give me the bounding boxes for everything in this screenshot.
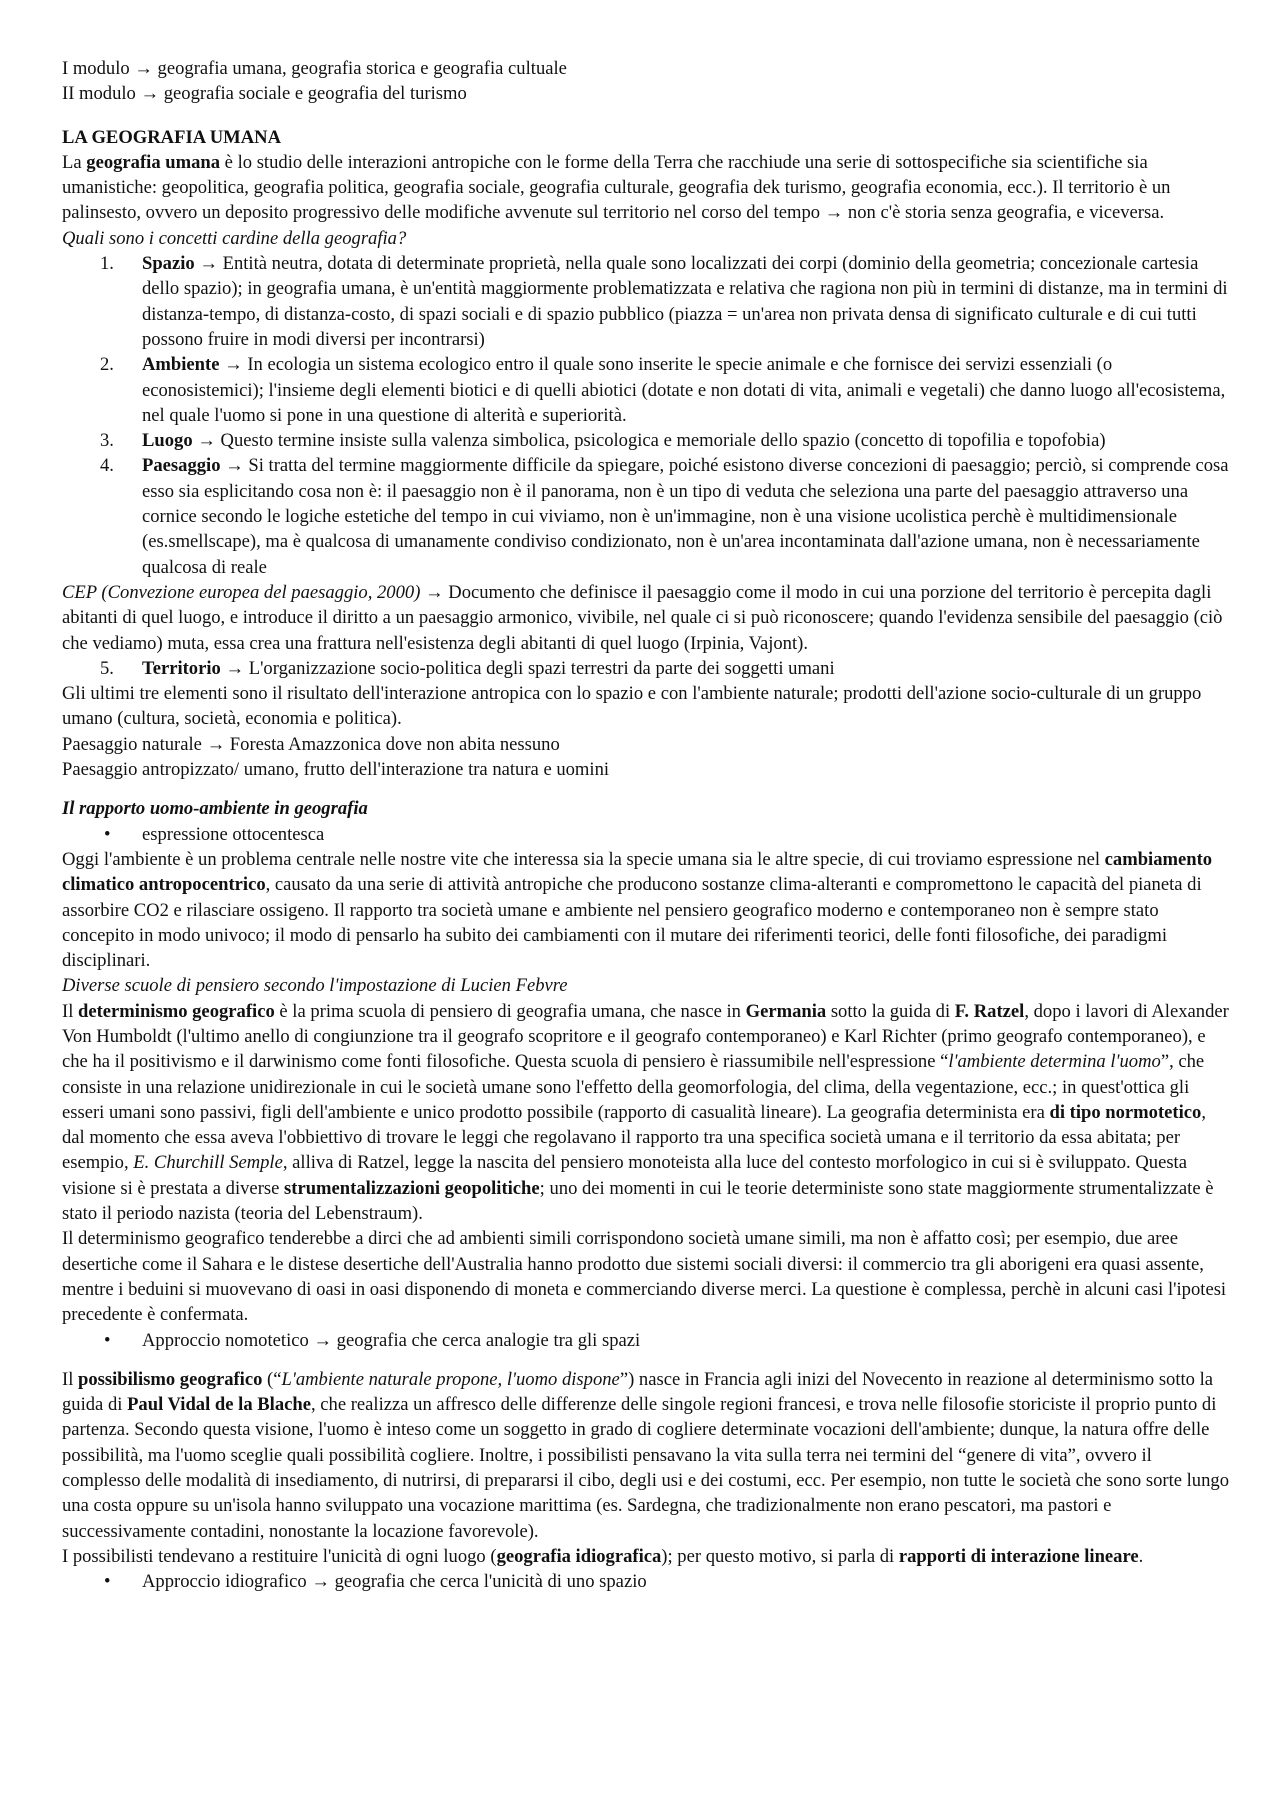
italic-term: CEP (Convezione europea del paesaggio, 2000)	[62, 581, 421, 603]
text-run: → In ecologia un sistema ecologico entro il quale sono inserite le specie animale e che fornisce dei servizi essenziali (o econosistemici); l'insieme degli elementi biotici e di quelli abiotici (dotate e non dotati di vita, animali e vegetali) che danno luogo all'ecosistema, nel quale l'uomo si pone in una questione di alterità e superiorità.	[142, 354, 1226, 426]
list-number: 2.	[100, 354, 114, 376]
bullet-list	[62, 1328, 1230, 1353]
text-run: , che realizza un affresco delle differenze delle singole regioni francesi, e trova nelle filosofie storiciste il proprio punto di partenza. Secondo questa visione, l'uomo è inteso come un soggetto in grado di cogliere determinate vocazioni dell'ambiente; dunque, la natura offre delle possibilità, ma l'uomo sceglie quali possibilità cogliere. Inoltre, i possibilisti pensavano la vita sulla terra nei termini del “genere di vita”, ovvero il complesso delle modalità di insediamento, di nutrirsi, di prepararsi il cibo, degli usi e dei costumi, ecc. Per esempio, non tutte le società che sono sorte lungo una costa oppure su un'isola hanno sviluppato una vocazione marittima (es. Sardegna, che tradizionalmente non erano pescatori, ma pastori e successivamente contadini, nonostante la locazione favorevole).	[62, 1394, 1229, 1542]
concepts-list	[62, 251, 1230, 580]
bold-term: determinismo geografico	[78, 1000, 275, 1022]
bold-term: Territorio	[142, 657, 221, 679]
bold-term: Germania	[745, 1000, 827, 1022]
list-number: 5.	[100, 657, 114, 679]
bullet-icon: •	[104, 1329, 111, 1351]
list-item	[62, 453, 1230, 579]
text-run: ”, che consiste in una relazione unidirezionale in cui le società umane sono l'effetto della geomorfologia, del clima, della vegentazione, ecc.; in quest'ottica gli esseri umani sono passivi, figli dell'ambiente e unico prodotto possibile (rapporto di casualità lineare). La geografia determinista era	[62, 1051, 1205, 1123]
text-run: ); per questo motivo, si parla di	[661, 1545, 899, 1567]
text-run: , dopo i lavori di Alexander Von Humboldt (l'ultimo anello di congiunzione tra il geografo scopritore e il geografo contemporaneo) e Karl Richter (primo geografo contemporaneo), e che ha il positivismo e il darwinismo come fonti filosofiche. Questa scuola di pensiero è riassumibile nell'espressione “	[62, 1000, 1229, 1073]
paragraph-last-three: Gli ultimi tre elementi sono il risultato dell'interazione antropica con lo spazio e con l'ambiente naturale; prodotti dell'azione socio-culturale di un gruppo umano (cultura, società, economia e politica).	[62, 683, 1202, 730]
bold-term: Spazio	[142, 253, 195, 275]
paragraph-cep	[62, 580, 1230, 656]
text-run: I possibilisti tendevano a restituire l'unicità di ogni luogo (	[62, 1545, 497, 1567]
bold-term: geografia umana	[86, 151, 221, 173]
bold-term: strumentalizzazioni geopolitiche	[284, 1177, 540, 1199]
text-run: → Entità neutra, dotata di determinate proprietà, nella quale sono localizzati dei corpi (dominio della geometria; concezionale cartesia dello spazio); in geografia umana, è un'entità maggiormente problematizzata e relativa che ragiona non più in termini di distanze, ma in termini di distanza-tempo, di distanza-costo, di spazi sociali e di spazio pubblico (piazza = un'area non privata densa di significato culturale e di cui tutti possono fruire in modi diversi per incontrarsi)	[142, 253, 1228, 350]
intro-line-2: II modulo → geografia sociale e geografia del turismo	[62, 83, 467, 105]
intro-line-1: I modulo → geografia umana, geografia storica e geografia cultuale	[62, 58, 567, 79]
text-run: Approccio idiografico → geografia che cerca l'unicità di uno spazio	[142, 1571, 647, 1593]
section-heading-geografia-umana: LA GEOGRAFIA UMANA	[62, 126, 282, 148]
bold-term: possibilismo geografico	[78, 1368, 263, 1390]
bold-term: geografia idiografica	[496, 1545, 662, 1567]
text-run: Il	[62, 1000, 79, 1022]
text-run: La	[62, 151, 87, 173]
bullet-icon: •	[104, 823, 111, 845]
bullet-list	[62, 822, 1230, 847]
bullet-icon: •	[104, 1571, 111, 1593]
text-run: ”) nasce in Francia agli inizi del Novecento in reazione al determinismo sotto la guida di	[62, 1368, 1214, 1416]
text-run: (“	[262, 1368, 282, 1390]
bold-term: rapporti di interazione lineare	[898, 1545, 1139, 1567]
text-run: Approccio nomotetico → geografia che cerca analogie tra gli spazi	[142, 1329, 641, 1351]
subheading-schools: Diverse scuole di pensiero secondo l'impostazione di Lucien Febvre	[62, 975, 568, 997]
text-run: espressione ottocentesca	[142, 823, 325, 845]
list-item	[62, 822, 1230, 847]
text-run: Il	[62, 1368, 79, 1390]
paragraph-determinismo-2: Il determinismo geografico tenderebbe a dirci che ad ambienti simili corrispondono società umane simili, ma non è affatto così; per esempio, due aree desertiche come il Sahara e le distese desertiche dell'Australia hanno prodotto due sistemi sociali diversi: il commercio tra gli aborigeni era quasi assente, mentre i beduini si muovevano di oasi in oasi disponendo di moneta e commerciando diverse merci. La questione è complessa, perchè in alcuni casi l'ipotesi precedente è confermata.	[62, 1228, 1227, 1326]
paragraph-definition	[62, 150, 1230, 226]
list-item	[62, 428, 1230, 453]
list-number: 4.	[100, 455, 114, 477]
text-run: , alliva di Ratzel, legge la nascita del pensiero monoteista alla luce del contesto morfologico in cui si è sviluppato. Questa visione si è prestata a diverse	[62, 1152, 1187, 1199]
italic-term: L'ambiente naturale propone, l'uomo dispone	[281, 1368, 620, 1390]
bold-term: Paul Vidal de la Blache	[127, 1394, 311, 1416]
bold-term: Luogo	[142, 430, 193, 452]
italic-term: l'ambiente determina l'uomo	[948, 1051, 1161, 1073]
text-run: → Questo termine insiste sulla valenza simbolica, psicologica e memoriale dello spazio (concetto di topofilia e topofobia)	[192, 430, 1106, 452]
spacer	[62, 107, 1230, 125]
spacer	[62, 1353, 1230, 1367]
text-run: → Documento che definisce il paesaggio come il modo in cui una porzione del territorio è percepita dagli abitanti di quel luogo, e introduce il diritto a un paesaggio armonico, vivibile, nel quale ci si può riconoscere; quando l'evidenza sensibile del paesaggio (ciò che vediamo) muta, essa crea una frattura nell'esistenza degli abitanti di quel luogo (Irpinia, Vajont).	[62, 581, 1223, 654]
text-run: → Si tratta del termine maggiormente difficile da spiegare, poiché esistono diverse concezioni di paesaggio; perciò, si comprende cosa esso sia esplicitando cosa non è: il paesaggio non è il panorama, non è un tipo di veduta che seleziona una parte del paesaggio attraverso una cornice secondo le logiche estetiche del tempo in cui viviamo, non è un'immagine, non è una visione ucolistica perchè è multidimensionale (es.smellscape), ma è qualcosa di umanamente condiviso condizionato, non è un'area incontaminata dall'azione umana, non è necessariamente qualcosa di reale	[142, 455, 1229, 578]
list-item	[62, 1328, 1230, 1353]
paragraph-environment	[62, 847, 1230, 973]
spacer	[62, 782, 1230, 796]
concepts-list-continued	[62, 656, 1230, 681]
text-run: .	[1138, 1545, 1144, 1567]
paragraph-anthropized-landscape: Paesaggio antropizzato/ umano, frutto dell'interazione tra natura e uomini	[62, 759, 610, 781]
bold-term: di tipo normotetico	[1049, 1101, 1202, 1123]
text-run: ; uno dei momenti in cui le teorie deterministe sono state maggiormente strumentalizzate è stato il periodo nazista (teoria del Lebenstraum).	[62, 1177, 1214, 1225]
section-heading-rapporto: Il rapporto uomo-ambiente in geografia	[62, 798, 368, 820]
paragraph-determinismo	[62, 999, 1230, 1227]
paragraph-natural-landscape: Paesaggio naturale → Foresta Amazzonica dove non abita nessuno	[62, 733, 560, 755]
text-run: → L'organizzazione socio-politica degli spazi terrestri da parte dei soggetti umani	[220, 657, 835, 679]
text-run: Oggi l'ambiente è un problema centrale nelle nostre vite che interessa sia la specie umana sia le altre specie, di cui troviamo espressione nel	[62, 848, 1105, 870]
bold-term: F. Ratzel	[954, 1000, 1025, 1022]
text-run: , dal momento che essa aveva l'obbiettivo di trovare le leggi che regolavano il rapporto tra una specifica società umana e il territorio da essa abitata; per esempio,	[62, 1101, 1206, 1174]
text-run: è la prima scuola di pensiero di geografia umana, che nasce in	[274, 1000, 746, 1022]
bold-term: cambiamento climatico antropocentrico	[62, 848, 1213, 896]
list-item	[62, 1569, 1230, 1594]
text-run: sotto la guida di	[826, 1000, 955, 1022]
bullet-list	[62, 1569, 1230, 1594]
list-number: 1.	[100, 253, 114, 275]
text-run: , causato da una serie di attività antropiche che producono sostanze clima-alteranti e compromettono le capacità del pianeta di assorbire CO2 e rilasciare ossigeno. Il rapporto tra società umane e ambiente nel pensiero geografico moderno e contemporaneo non è sempre stato concepito in modo univoco; il modo di pensarlo ha subito dei cambiamenti con il mutare dei riferimenti teorici, delle fonti filosofiche, dei paradigmi disciplinari.	[62, 874, 1202, 972]
list-item	[62, 656, 1230, 681]
list-number: 3.	[100, 430, 114, 452]
list-item	[62, 352, 1230, 428]
text-run: è lo studio delle interazioni antropiche con le forme della Terra che racchiude una serie di sottospecifiche sia scientifiche sia umanistiche: geopolitica, geografia politica, geografia sociale, geografia culturale, geografia dek turismo, geografia economia, ecc.). Il territorio è un palinsesto, ovvero un deposito progressivo delle modifiche avvenute sul territorio nel corso del tempo → non c'è storia senza geografia, e viceversa.	[62, 151, 1171, 224]
list-item	[62, 251, 1230, 352]
question-line: Quali sono i concetti cardine della geografia?	[62, 227, 407, 249]
bold-term: Paesaggio	[142, 455, 221, 477]
italic-term: E. Churchill Semple	[133, 1152, 283, 1174]
paragraph-unicita	[62, 1544, 1230, 1569]
paragraph-possibilismo	[62, 1367, 1230, 1544]
bold-term: Ambiente	[142, 354, 220, 376]
